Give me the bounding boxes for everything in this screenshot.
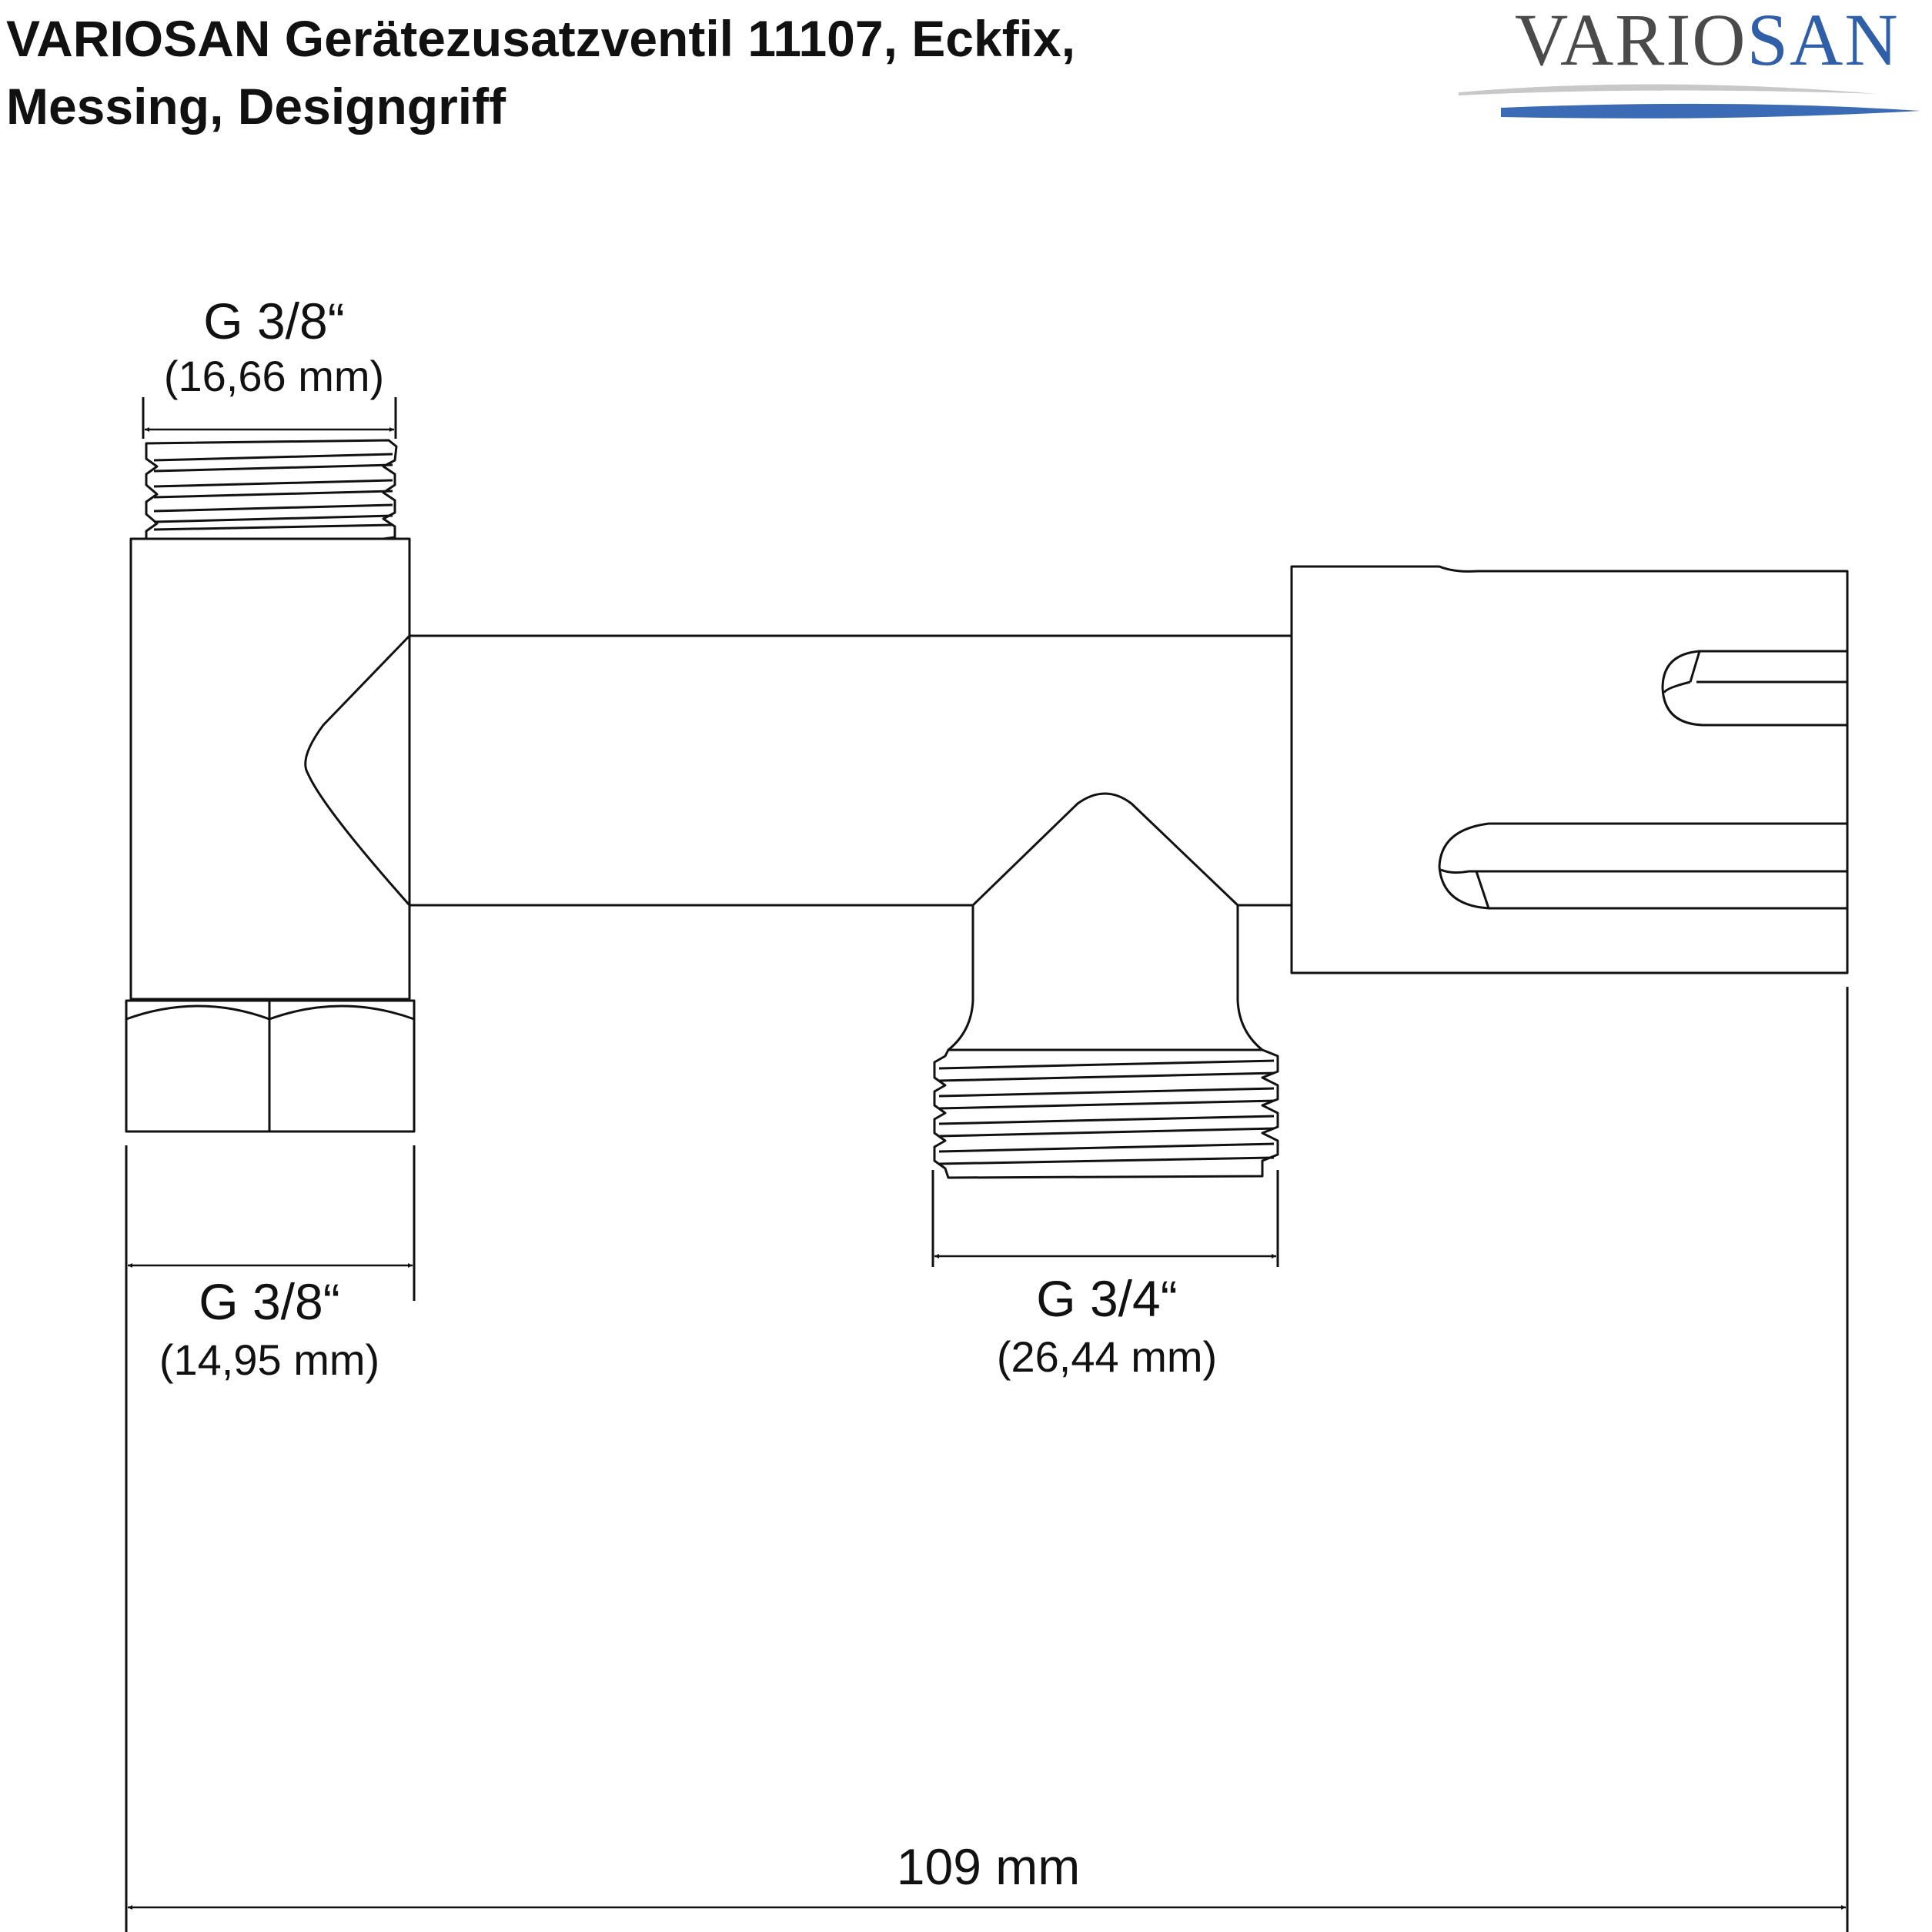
title-line-1: VARIOSAN Gerätezusatzventil 11107, Eckfix, — [6, 10, 1076, 67]
spout-cone — [948, 794, 1262, 1050]
bottom-right-thread-value: (26,44 mm) — [996, 1332, 1218, 1381]
horizontal-pipe — [306, 636, 1292, 905]
dim-bottom-right — [933, 1170, 1278, 1267]
hex-nut — [126, 1001, 414, 1131]
logo-wordmark — [1515, 0, 1900, 81]
bottom-left-thread-value: (14,95 mm) — [159, 1335, 380, 1384]
top-thread-value: (16,66 mm) — [163, 352, 385, 400]
bottom-right-thread-label: G 3/4“ — [1036, 1270, 1178, 1327]
title-line-2: Messing, Designgriff — [6, 78, 506, 135]
overall-length-label: 109 mm — [896, 1838, 1081, 1895]
left-body — [131, 539, 409, 999]
logo-swoosh-blue — [1501, 104, 1920, 119]
design-handle — [1292, 567, 1847, 973]
top-thread — [146, 440, 396, 539]
logo-text-vario: VARIO — [1515, 0, 1747, 81]
bottom-right-thread — [934, 1050, 1278, 1178]
logo-text-san: SAN — [1746, 0, 1900, 81]
dim-top-thread — [143, 397, 396, 439]
variosan-logo — [1459, 0, 1920, 119]
bottom-left-thread-label: G 3/8“ — [199, 1273, 340, 1330]
dim-overall — [126, 987, 1847, 1932]
logo-swoosh-gray — [1459, 84, 1878, 95]
top-thread-label: G 3/8“ — [203, 292, 345, 349]
